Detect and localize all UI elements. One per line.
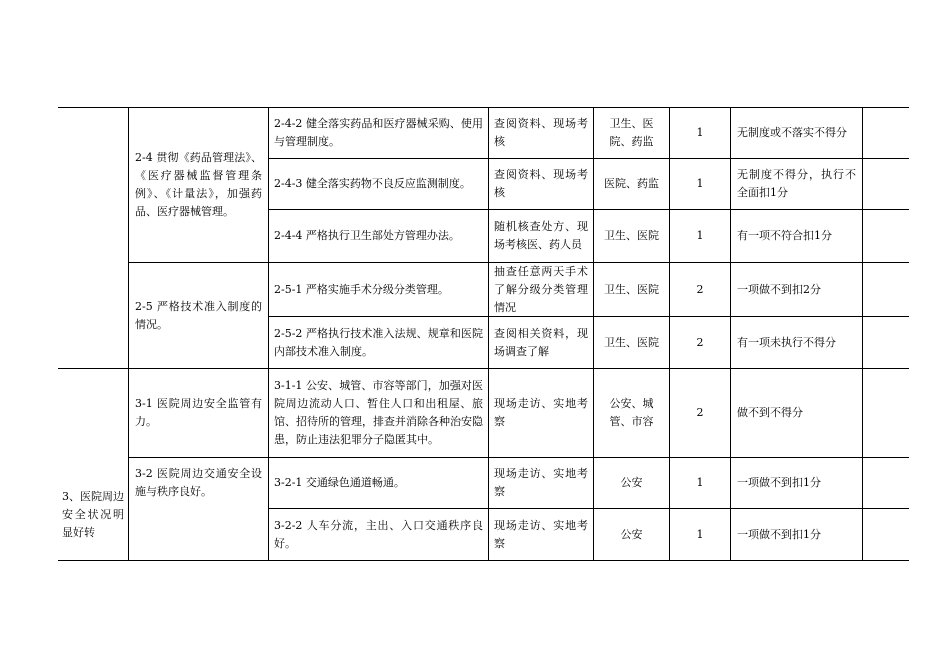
item-text: 2-5-2 严格执行技术准入法规、规章和医院内部技术准入制度。 — [274, 326, 483, 358]
method-cell — [489, 369, 593, 457]
dept-text: 公安 — [620, 527, 643, 541]
method-text: 查阅资料、现场考核 — [494, 117, 588, 148]
score-cell — [670, 317, 730, 368]
method-cell — [489, 159, 593, 209]
score-text: 2 — [696, 282, 704, 296]
method-cell — [489, 210, 593, 262]
criteria-cell — [731, 263, 862, 316]
group-2-5-text: 2-5 严格技术准入制度的情况。 — [135, 299, 262, 331]
criteria-cell — [731, 369, 862, 457]
method-text: 现场走访、实地考察 — [494, 397, 588, 428]
method-text: 现场走访、实地考察 — [494, 518, 588, 550]
criteria-cell — [731, 458, 862, 508]
criteria-text: 无制度不得分，执行不全面扣1分 — [737, 168, 856, 199]
category-3-cell — [59, 480, 127, 550]
criteria-text: 一项做不到扣2分 — [737, 282, 821, 296]
group-2-4-text: 2-4 贯彻《药品管理法》、《医疗器械监督管理条例》、《计量法》，加强药品、医疗器械管理。 — [135, 151, 262, 218]
group-3-2-text: 3-2 医院周边交通安全设施与秩序良好。 — [135, 467, 262, 498]
criteria-text: 做不到不得分 — [737, 406, 803, 419]
score-text: 2 — [696, 406, 704, 419]
item-cell — [269, 317, 488, 368]
dept-text: 医院、药监 — [604, 177, 659, 190]
dept-cell — [594, 509, 669, 560]
criteria-cell — [731, 108, 862, 158]
method-cell — [489, 458, 593, 508]
score-text: 1 — [696, 476, 704, 489]
criteria-text: 一项做不到扣1分 — [737, 476, 821, 489]
method-text: 查阅资料、现场考核 — [494, 168, 588, 199]
method-text: 随机核查处方、现场考核医、药人员 — [494, 220, 588, 251]
score-text: 1 — [696, 126, 704, 139]
dept-cell — [594, 369, 669, 457]
criteria-text: 无制度或不落实不得分 — [737, 126, 847, 139]
score-cell — [670, 210, 730, 262]
category-3-text: 3、医院周边安全状况明显好转 — [62, 490, 124, 539]
dept-cell — [594, 159, 669, 209]
criteria-cell — [731, 509, 862, 560]
item-cell — [269, 509, 488, 560]
dept-cell — [594, 108, 669, 158]
dept-text: 公安 — [620, 476, 643, 489]
item-cell — [269, 210, 488, 262]
method-text: 抽查任意两天手术了解分级分类管理情况 — [494, 264, 588, 314]
method-text: 查阅相关资料，现场调查了解 — [494, 326, 588, 358]
method-cell — [489, 263, 593, 316]
score-cell — [670, 159, 730, 209]
score-text: 1 — [696, 177, 704, 190]
method-cell — [489, 317, 593, 368]
score-cell — [670, 509, 730, 560]
dept-text: 公安、城管、市容 — [609, 397, 654, 428]
item-text: 2-4-2 健全落实药品和医疗器械采购、使用与管理制度。 — [274, 117, 483, 148]
criteria-text: 有一项不符合扣1分 — [737, 229, 832, 242]
item-cell — [269, 458, 488, 508]
score-cell — [670, 108, 730, 158]
group-3-2-cell — [129, 458, 268, 508]
group-2-4-cell — [129, 108, 268, 262]
item-text: 3-2-2 人车分流，主出、入口交通秩序良好。 — [274, 518, 483, 550]
method-text: 现场走访、实地考察 — [494, 467, 588, 498]
method-cell — [489, 108, 593, 158]
group-3-1-cell — [129, 369, 268, 457]
item-text: 2-5-1 严格实施手术分级分类管理。 — [274, 282, 449, 296]
score-cell — [670, 458, 730, 508]
item-cell — [269, 263, 488, 316]
item-text: 2-4-4 严格执行卫生部处方管理办法。 — [274, 229, 460, 242]
criteria-cell — [731, 317, 862, 368]
method-cell — [489, 509, 593, 560]
item-text: 3-1-1 公安、城管、市容等部门，加强对医院周边流动人口、暂住人口和出租屋、旅馆、招待所的管理，排查并消除各种治安隐患，防止违法犯罪分子隐匿其中。 — [274, 379, 483, 446]
dept-text: 卫生、医院 — [604, 335, 659, 349]
item-cell — [269, 369, 488, 457]
dept-cell — [594, 263, 669, 316]
group-2-5-cell — [129, 263, 268, 368]
score-text: 1 — [696, 229, 704, 242]
score-text: 1 — [696, 527, 704, 541]
dept-cell — [594, 210, 669, 262]
score-text: 2 — [696, 335, 704, 349]
criteria-cell — [731, 159, 862, 209]
dept-cell — [594, 317, 669, 368]
col-line-7 — [862, 107, 863, 561]
dept-text: 卫生、医院、药监 — [609, 117, 654, 148]
criteria-text: 一项做不到扣1分 — [737, 527, 821, 541]
score-cell — [670, 263, 730, 316]
score-cell — [670, 369, 730, 457]
item-cell — [269, 108, 488, 158]
dept-text: 卫生、医院 — [604, 282, 659, 296]
rule-bottom — [58, 560, 909, 561]
item-text: 2-4-3 健全落实药物不良反应监测制度。 — [274, 177, 471, 190]
item-text: 3-2-1 交通绿色通道畅通。 — [274, 476, 405, 489]
group-3-1-text: 3-1 医院周边安全监管有力。 — [135, 397, 262, 428]
dept-text: 卫生、医院 — [604, 229, 659, 242]
item-cell — [269, 159, 488, 209]
criteria-text: 有一项未执行不得分 — [737, 335, 836, 349]
dept-cell — [594, 458, 669, 508]
criteria-cell — [731, 210, 862, 262]
